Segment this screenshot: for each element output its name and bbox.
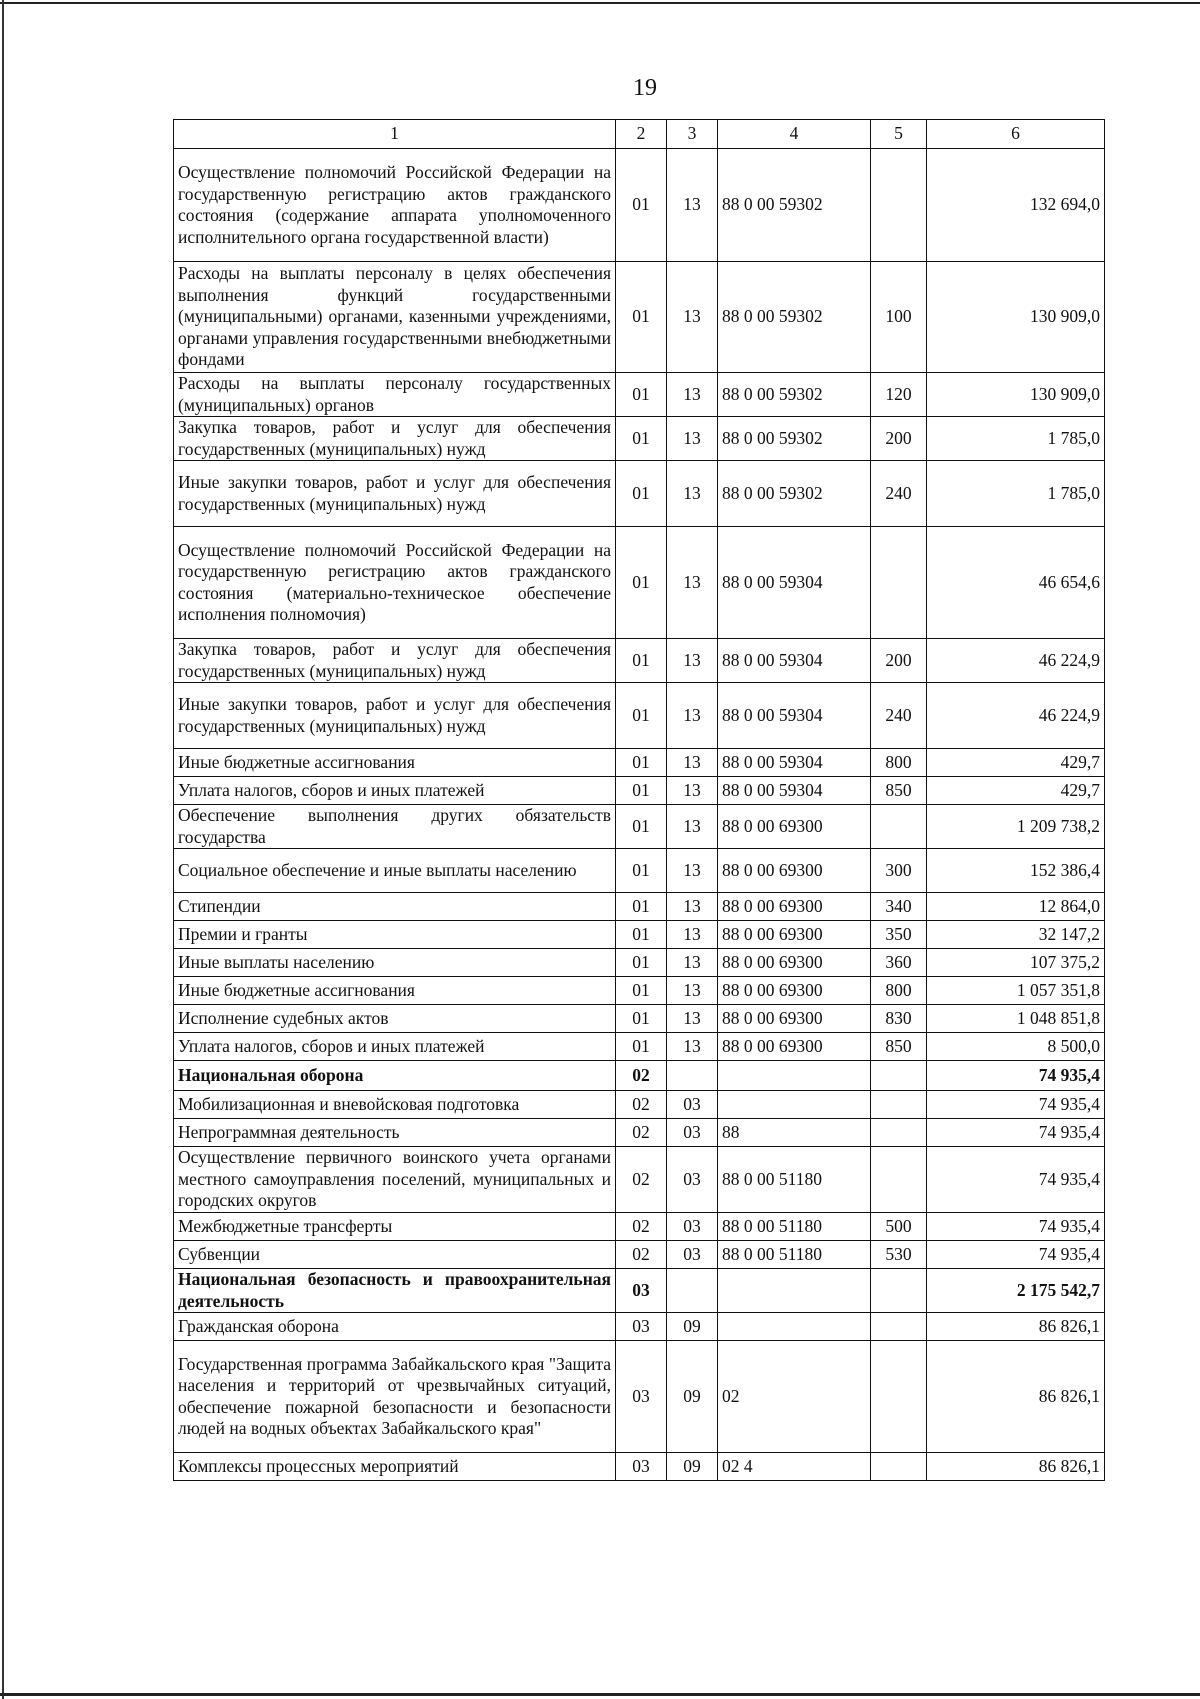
subsection-code-cell: 13 <box>667 893 718 921</box>
expense-type-cell <box>871 527 927 639</box>
header-cell: 3 <box>667 120 718 149</box>
target-article-cell: 88 0 00 69300 <box>718 1033 871 1061</box>
table-row <box>174 893 1105 921</box>
table-row <box>174 1091 1105 1119</box>
table-row <box>174 1341 1105 1453</box>
amount-cell: 429,7 <box>927 777 1105 805</box>
row-name-cell: Уплата налогов, сборов и иных платежей <box>174 1033 616 1061</box>
row-name-cell: Осуществление полномочий Российской Федерации на государственную регистрацию актов гражданского состояния (содержание аппарата уполномоченного исполнительного органа государственной власти) <box>174 149 616 262</box>
section-code-cell: 02 <box>616 1061 667 1091</box>
row-name-cell: Непрограммная деятельность <box>174 1119 616 1147</box>
section-code-cell: 01 <box>616 639 667 683</box>
target-article-cell: 88 0 00 59302 <box>718 461 871 527</box>
section-code-cell: 01 <box>616 262 667 373</box>
section-code-cell: 01 <box>616 149 667 262</box>
subsection-code-cell: 13 <box>667 373 718 417</box>
header-cell: 2 <box>616 120 667 149</box>
amount-cell: 130 909,0 <box>927 373 1105 417</box>
table-section-row <box>174 1061 1105 1091</box>
subsection-code-cell <box>667 1269 718 1313</box>
target-article-cell: 88 0 00 69300 <box>718 849 871 893</box>
target-article-cell: 02 4 <box>718 1453 871 1481</box>
target-article-cell: 88 0 00 59304 <box>718 777 871 805</box>
expense-type-cell: 340 <box>871 893 927 921</box>
budget-table <box>173 119 1105 1481</box>
section-code-cell: 01 <box>616 777 667 805</box>
amount-cell: 74 935,4 <box>927 1147 1105 1213</box>
section-code-cell: 01 <box>616 805 667 849</box>
subsection-code-cell: 13 <box>667 683 718 749</box>
subsection-code-cell: 09 <box>667 1453 718 1481</box>
target-article-cell: 88 0 00 69300 <box>718 949 871 977</box>
table-row <box>174 149 1105 262</box>
target-article-cell: 88 0 00 69300 <box>718 921 871 949</box>
amount-cell: 1 785,0 <box>927 417 1105 461</box>
subsection-code-cell: 13 <box>667 805 718 849</box>
table-row <box>174 1033 1105 1061</box>
expense-type-cell <box>871 805 927 849</box>
subsection-code-cell: 13 <box>667 149 718 262</box>
section-code-cell: 03 <box>616 1269 667 1313</box>
section-code-cell: 01 <box>616 849 667 893</box>
page-number: 19 <box>633 75 657 101</box>
section-code-cell: 02 <box>616 1119 667 1147</box>
amount-cell: 86 826,1 <box>927 1453 1105 1481</box>
section-code-cell: 03 <box>616 1453 667 1481</box>
expense-type-cell: 200 <box>871 639 927 683</box>
row-name-cell: Расходы на выплаты персоналу государственных (муниципальных) органов <box>174 373 616 417</box>
expense-type-cell <box>871 1147 927 1213</box>
amount-cell: 1 048 851,8 <box>927 1005 1105 1033</box>
expense-type-cell: 800 <box>871 749 927 777</box>
subsection-code-cell: 13 <box>667 921 718 949</box>
subsection-code-cell: 09 <box>667 1313 718 1341</box>
table-row <box>174 1147 1105 1213</box>
table-row <box>174 1453 1105 1481</box>
amount-cell: 152 386,4 <box>927 849 1105 893</box>
target-article-cell <box>718 1313 871 1341</box>
amount-cell: 429,7 <box>927 749 1105 777</box>
expense-type-cell: 300 <box>871 849 927 893</box>
row-name-cell: Субвенции <box>174 1241 616 1269</box>
target-article-cell: 88 0 00 59304 <box>718 749 871 777</box>
scan-edge-bottom <box>0 1693 1200 1696</box>
target-article-cell: 88 0 00 59302 <box>718 373 871 417</box>
row-name-cell: Национальная безопасность и правоохранительная деятельность <box>174 1269 616 1313</box>
table-row <box>174 461 1105 527</box>
section-code-cell: 01 <box>616 977 667 1005</box>
row-name-cell: Премии и гранты <box>174 921 616 949</box>
target-article-cell <box>718 1091 871 1119</box>
target-article-cell <box>718 1269 871 1313</box>
amount-cell: 46 224,9 <box>927 639 1105 683</box>
expense-type-cell: 360 <box>871 949 927 977</box>
subsection-code-cell: 13 <box>667 749 718 777</box>
expense-type-cell <box>871 149 927 262</box>
row-name-cell: Закупка товаров, работ и услуг для обеспечения государственных (муниципальных) нужд <box>174 417 616 461</box>
section-code-cell: 01 <box>616 417 667 461</box>
row-name-cell: Расходы на выплаты персоналу в целях обеспечения выполнения функций государственными (муниципальными) органами, казенными учреждениями, органами управления государственными внебюджетными фондами <box>174 262 616 373</box>
scan-edge-left <box>2 0 4 1699</box>
row-name-cell: Комплексы процессных мероприятий <box>174 1453 616 1481</box>
subsection-code-cell: 13 <box>667 977 718 1005</box>
section-code-cell: 02 <box>616 1241 667 1269</box>
target-article-cell: 88 0 00 69300 <box>718 977 871 1005</box>
table-row <box>174 977 1105 1005</box>
subsection-code-cell: 13 <box>667 527 718 639</box>
subsection-code-cell: 13 <box>667 417 718 461</box>
amount-cell: 1 209 738,2 <box>927 805 1105 849</box>
row-name-cell: Осуществление полномочий Российской Федерации на государственную регистрацию актов гражданского состояния (материально-техническое обеспечение исполнения полномочия) <box>174 527 616 639</box>
expense-type-cell: 800 <box>871 977 927 1005</box>
amount-cell: 74 935,4 <box>927 1091 1105 1119</box>
section-code-cell: 02 <box>616 1091 667 1119</box>
section-code-cell: 01 <box>616 461 667 527</box>
row-name-cell: Обеспечение выполнения других обязательств государства <box>174 805 616 849</box>
amount-cell: 132 694,0 <box>927 149 1105 262</box>
target-article-cell <box>718 1061 871 1091</box>
amount-cell: 1 057 351,8 <box>927 977 1105 1005</box>
subsection-code-cell: 13 <box>667 949 718 977</box>
section-code-cell: 02 <box>616 1213 667 1241</box>
table-section-row <box>174 1269 1105 1313</box>
amount-cell: 74 935,4 <box>927 1213 1105 1241</box>
table-row <box>174 921 1105 949</box>
target-article-cell: 88 <box>718 1119 871 1147</box>
target-article-cell: 88 0 00 69300 <box>718 893 871 921</box>
row-name-cell: Мобилизационная и вневойсковая подготовка <box>174 1091 616 1119</box>
subsection-code-cell: 13 <box>667 1033 718 1061</box>
subsection-code-cell: 03 <box>667 1147 718 1213</box>
target-article-cell: 88 0 00 59302 <box>718 262 871 373</box>
expense-type-cell: 200 <box>871 417 927 461</box>
target-article-cell: 88 0 00 51180 <box>718 1241 871 1269</box>
section-code-cell: 01 <box>616 749 667 777</box>
expense-type-cell <box>871 1061 927 1091</box>
amount-cell: 86 826,1 <box>927 1313 1105 1341</box>
expense-type-cell: 350 <box>871 921 927 949</box>
expense-type-cell <box>871 1313 927 1341</box>
table-row <box>174 527 1105 639</box>
subsection-code-cell: 03 <box>667 1241 718 1269</box>
expense-type-cell: 100 <box>871 262 927 373</box>
header-cell: 4 <box>718 120 871 149</box>
expense-type-cell <box>871 1453 927 1481</box>
section-code-cell: 02 <box>616 1147 667 1213</box>
amount-cell: 8 500,0 <box>927 1033 1105 1061</box>
section-code-cell: 01 <box>616 683 667 749</box>
row-name-cell: Иные бюджетные ассигнования <box>174 749 616 777</box>
expense-type-cell: 830 <box>871 1005 927 1033</box>
table-row <box>174 805 1105 849</box>
section-code-cell: 03 <box>616 1313 667 1341</box>
row-name-cell: Осуществление первичного воинского учета органами местного самоуправления поселений, муниципальных и городских округов <box>174 1147 616 1213</box>
amount-cell: 46 224,9 <box>927 683 1105 749</box>
row-name-cell: Межбюджетные трансферты <box>174 1213 616 1241</box>
header-cell: 5 <box>871 120 927 149</box>
budget-table-body <box>174 120 1105 1481</box>
subsection-code-cell: 13 <box>667 639 718 683</box>
expense-type-cell <box>871 1119 927 1147</box>
amount-cell: 2 175 542,7 <box>927 1269 1105 1313</box>
amount-cell: 107 375,2 <box>927 949 1105 977</box>
amount-cell: 32 147,2 <box>927 921 1105 949</box>
table-row <box>174 417 1105 461</box>
table-row <box>174 777 1105 805</box>
target-article-cell: 02 <box>718 1341 871 1453</box>
amount-cell: 130 909,0 <box>927 262 1105 373</box>
amount-cell: 12 864,0 <box>927 893 1105 921</box>
table-row <box>174 1313 1105 1341</box>
amount-cell: 74 935,4 <box>927 1061 1105 1091</box>
header-cell: 1 <box>174 120 616 149</box>
expense-type-cell: 530 <box>871 1241 927 1269</box>
expense-type-cell: 240 <box>871 683 927 749</box>
expense-type-cell: 500 <box>871 1213 927 1241</box>
expense-type-cell: 850 <box>871 777 927 805</box>
target-article-cell: 88 0 00 59304 <box>718 527 871 639</box>
table-header-row <box>174 120 1105 149</box>
row-name-cell: Национальная оборона <box>174 1061 616 1091</box>
row-name-cell: Стипендии <box>174 893 616 921</box>
subsection-code-cell: 13 <box>667 461 718 527</box>
table-row <box>174 749 1105 777</box>
section-code-cell: 01 <box>616 949 667 977</box>
row-name-cell: Уплата налогов, сборов и иных платежей <box>174 777 616 805</box>
table-row <box>174 849 1105 893</box>
subsection-code-cell: 13 <box>667 849 718 893</box>
row-name-cell: Иные закупки товаров, работ и услуг для обеспечения государственных (муниципальных) нужд <box>174 683 616 749</box>
row-name-cell: Гражданская оборона <box>174 1313 616 1341</box>
subsection-code-cell <box>667 1061 718 1091</box>
table-row <box>174 683 1105 749</box>
expense-type-cell <box>871 1269 927 1313</box>
amount-cell: 46 654,6 <box>927 527 1105 639</box>
subsection-code-cell: 13 <box>667 777 718 805</box>
subsection-code-cell: 03 <box>667 1213 718 1241</box>
row-name-cell: Закупка товаров, работ и услуг для обеспечения государственных (муниципальных) нужд <box>174 639 616 683</box>
row-name-cell: Исполнение судебных актов <box>174 1005 616 1033</box>
row-name-cell: Социальное обеспечение и иные выплаты населению <box>174 849 616 893</box>
row-name-cell: Иные выплаты населению <box>174 949 616 977</box>
expense-type-cell: 120 <box>871 373 927 417</box>
expense-type-cell <box>871 1341 927 1453</box>
subsection-code-cell: 03 <box>667 1091 718 1119</box>
section-code-cell: 01 <box>616 527 667 639</box>
expense-type-cell <box>871 1091 927 1119</box>
row-name-cell: Иные закупки товаров, работ и услуг для обеспечения государственных (муниципальных) нужд <box>174 461 616 527</box>
target-article-cell: 88 0 00 51180 <box>718 1147 871 1213</box>
row-name-cell: Государственная программа Забайкальского края "Защита населения и территорий от чрезвычайных ситуаций, обеспечение пожарной безопасности и безопасности людей на водных объектах Забайкальского края" <box>174 1341 616 1453</box>
amount-cell: 1 785,0 <box>927 461 1105 527</box>
target-article-cell: 88 0 00 59302 <box>718 417 871 461</box>
expense-type-cell: 240 <box>871 461 927 527</box>
section-code-cell: 01 <box>616 373 667 417</box>
target-article-cell: 88 0 00 59302 <box>718 149 871 262</box>
section-code-cell: 03 <box>616 1341 667 1453</box>
scan-edge-top <box>0 2 1200 4</box>
table-row <box>174 1213 1105 1241</box>
table-row <box>174 639 1105 683</box>
table-row <box>174 262 1105 373</box>
section-code-cell: 01 <box>616 1005 667 1033</box>
section-code-cell: 01 <box>616 921 667 949</box>
section-code-cell: 01 <box>616 893 667 921</box>
subsection-code-cell: 13 <box>667 262 718 373</box>
amount-cell: 74 935,4 <box>927 1119 1105 1147</box>
header-cell: 6 <box>927 120 1105 149</box>
expense-type-cell: 850 <box>871 1033 927 1061</box>
target-article-cell: 88 0 00 69300 <box>718 805 871 849</box>
target-article-cell: 88 0 00 51180 <box>718 1213 871 1241</box>
target-article-cell: 88 0 00 59304 <box>718 683 871 749</box>
row-name-cell: Иные бюджетные ассигнования <box>174 977 616 1005</box>
table-row <box>174 1119 1105 1147</box>
table-row <box>174 949 1105 977</box>
target-article-cell: 88 0 00 59304 <box>718 639 871 683</box>
subsection-code-cell: 03 <box>667 1119 718 1147</box>
table-row <box>174 1241 1105 1269</box>
subsection-code-cell: 13 <box>667 1005 718 1033</box>
section-code-cell: 01 <box>616 1033 667 1061</box>
table-row <box>174 373 1105 417</box>
amount-cell: 86 826,1 <box>927 1341 1105 1453</box>
subsection-code-cell: 09 <box>667 1341 718 1453</box>
amount-cell: 74 935,4 <box>927 1241 1105 1269</box>
table-row <box>174 1005 1105 1033</box>
target-article-cell: 88 0 00 69300 <box>718 1005 871 1033</box>
